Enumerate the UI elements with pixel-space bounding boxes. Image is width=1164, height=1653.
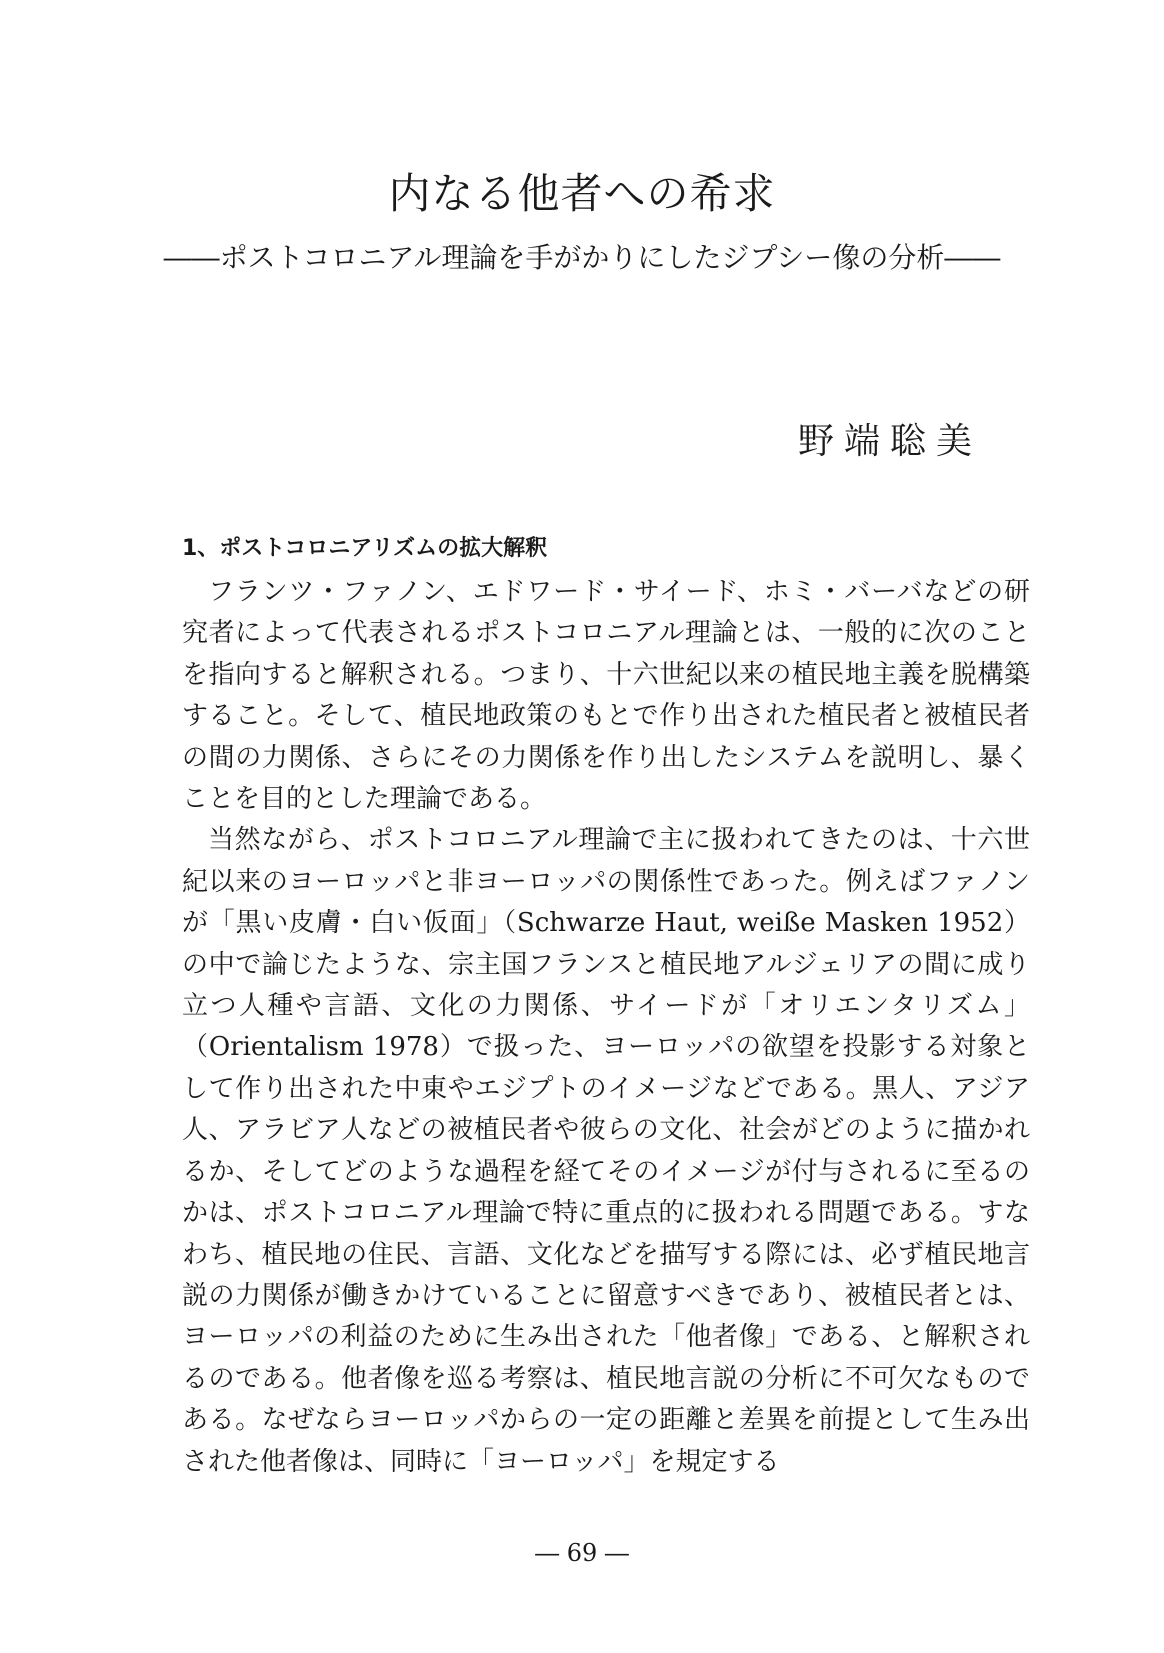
author-name: 野端聡美 [797, 421, 982, 462]
article-title: 内なる他者への希求 [388, 169, 776, 218]
article-subtitle: ――ポストコロニアル理論を手がかりにしたジプシー像の分析―― [163, 241, 1001, 274]
paragraph-2: 当然ながら、ポストコロニアル理論で主に扱われてきたのは、十六世紀以来のヨーロッパと非ヨーロッパの関係性であった。例えばファノンが「黒い皮膚・白い仮面」（Schwarze Haut, weiße Masken 1952）の中で論じたような、宗主国フランスと植民地アルジェリアの間に成り立つ人種や言語、文化の力関係、サイードが「オリエンタリズム」（Orientalism 1978）で扱った、ヨーロッパの欲望を投影する対象として作り出された中東やエジプトのイメージなどである。黒人、アジア人、アラビア人などの被植民者や彼らの文化、社会がどのように描かれるか、そしてどのような過程を経てそのイメージが付与されるに至るのかは、ポストコロニアル理論で特に重点的に扱われる問題である。すなわち、植民地の住民、言語、文化などを描写する際には、必ず植民地言説の力関係が働きかけていることに留意すべきであり、被植民者とは、ヨーロッパの利益のために生み出された「他者像」である、と解釈されるのである。他者像を巡る考察は、植民地言説の分析に不可欠なものである。なぜならヨーロッパからの一定の距離と差異を前提として生み出された他者像は、同時に「ヨーロッパ」を規定する [182, 825, 1030, 1477]
paragraph-1: フランツ・ファノン、エドワード・サイード、ホミ・バーバなどの研究者によって代表されるポストコロニアル理論とは、一般的に次のことを指向すると解釈される。つまり、十六世紀以来の植民地主義を脱構築すること。そして、植民地政策のもとで作り出された植民者と被植民者の間の力関係、さらにその力関係を作り出したシステムを説明し、暴くことを目的とした理論である。 [182, 577, 1030, 815]
body-text [182, 572, 1030, 1483]
page-number: ― 69 ― [535, 1539, 629, 1567]
section-heading: 1、ポストコロニアリズムの拡大解釈 [182, 536, 548, 561]
